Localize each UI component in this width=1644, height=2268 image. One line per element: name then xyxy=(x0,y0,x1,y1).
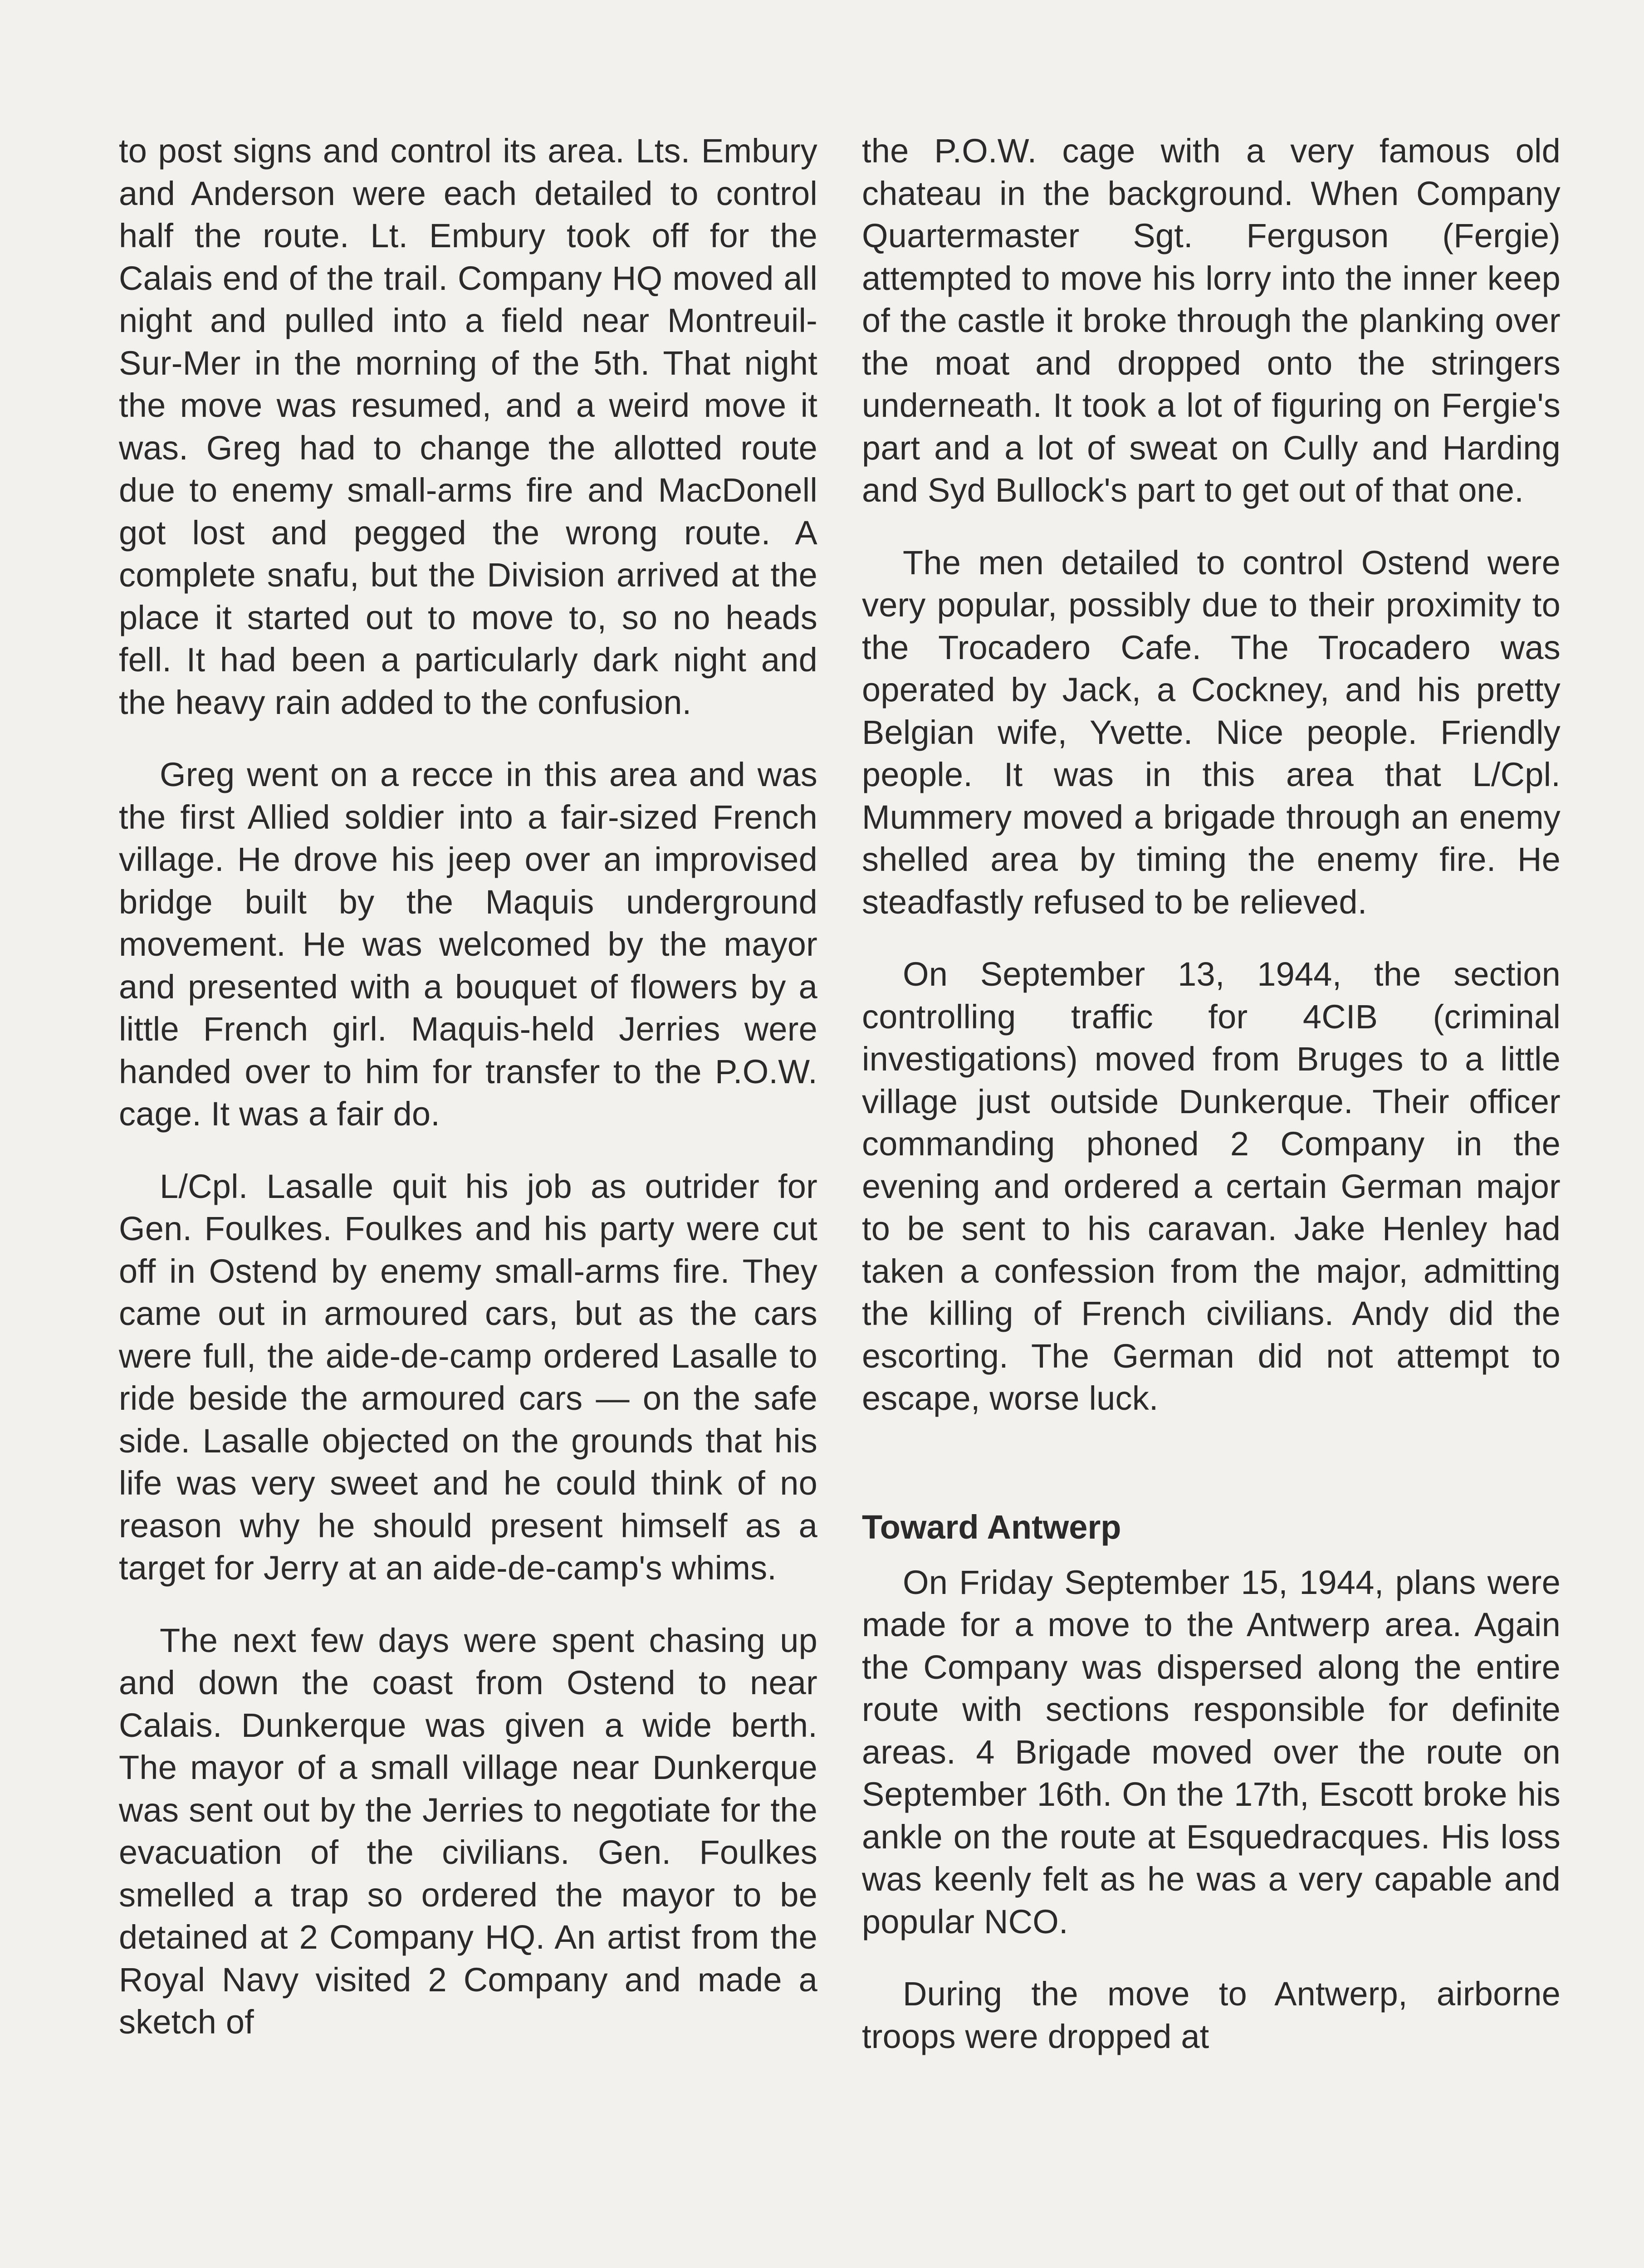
paragraph: Greg went on a recce in this area and was the first Allied soldier into a fair-sized French village. He drove his jeep over an improvised bridge built by the Maquis underground movement. He was welcomed by the mayor and presented with a bouquet of flowers by a little French girl. Maquis-held Jerries were handed over to him for transfer to the P.O.W. cage. It was a fair do. xyxy=(119,756,817,1133)
paragraph: The men detailed to control Ostend were very popular, possibly due to their proximity to the Trocadero Cafe. The Trocadero was operated by Jack, a Cockney, and his pretty Belgian wife, Yvette. Nice people. Friendly people. It was in this area that L/Cpl. Mummery moved a brigade through an enemy shelled area by timing the enemy fire. He steadfastly refused to be relieved. xyxy=(862,543,1561,921)
paragraph: During the move to Antwerp, airborne troops were dropped at xyxy=(862,1975,1561,2055)
paragraph: the P.O.W. cage with a very famous old chateau in the background. When Company Quartermaster Sgt. Ferguson (Fergie) attempted to move his lorry into the inner keep of the castle it broke through the planking over the moat and dropped onto the stringers underneath. It took a lot of figuring on Fergie's part and a lot of sweat on Cully and Harding and Syd Bullock's part to get out of that one. xyxy=(862,132,1561,509)
paragraph: The next few days were spent chasing up and down the coast from Ostend to near Calais. Dunkerque was given a wide berth. The mayor of a small village near Dunkerque was sent out by the Jerries to negotiate for the evacuation of the civilians. Gen. Foulkes smelled a trap so ordered the mayor to be detained at 2 Company HQ. An artist from the Royal Navy visited 2 Company and made a sketch of xyxy=(119,1621,817,2041)
paragraph: L/Cpl. Lasalle quit his job as outrider for Gen. Foulkes. Foulkes and his party were cut off in Ostend by enemy small-arms fire. They came out in armoured cars, but as the cars were full, the aide-de-camp ordered Lasalle to ride beside the armoured cars — on the safe side. Lasalle objected on the grounds that his life was very sweet and he could think of no reason why he should present himself as a target for Jerry at an aide-de-camp's whims. xyxy=(119,1167,817,1587)
right-column xyxy=(862,130,1561,2087)
paragraph: On September 13, 1944, the section controlling traffic for 4CIB (criminal investigations) moved from Bruges to a little village just outside Dunkerque. Their officer commanding phoned 2 Company in the evening and ordered a certain German major to be sent to his caravan. Jake Henley had taken a confession from the major, admitting the killing of French civilians. Andy did the escorting. The German did not attempt to escape, worse luck. xyxy=(862,955,1561,1417)
paragraph: to post signs and control its area. Lts. Embury and Anderson were each detailed to control half the route. Lt. Embury took off for the Calais end of the trail. Company HQ moved all night and pulled into a field near Montreuil-Sur-Mer in the morning of the 5th. That night the move was resumed, and a weird move it was. Greg had to change the allotted route due to enemy small-arms fire and MacDonell got lost and pegged the wrong route. A complete snafu, but the Division arrived at the place it started out to move to, so no heads fell. It had been a particularly dark night and the heavy rain added to the confusion. xyxy=(119,132,817,721)
left-column xyxy=(119,130,817,2073)
paragraph: On Friday September 15, 1944, plans were made for a move to the Antwerp area. Again the Company was dispersed along the entire route with sections responsible for definite areas. 4 Brigade moved over the route on September 16th. On the 17th, Escott broke his ankle on the route at Esquedracques. His loss was keenly felt as he was a very capable and popular NCO. xyxy=(862,1563,1561,1941)
section-heading: Toward Antwerp xyxy=(862,1508,1121,1546)
